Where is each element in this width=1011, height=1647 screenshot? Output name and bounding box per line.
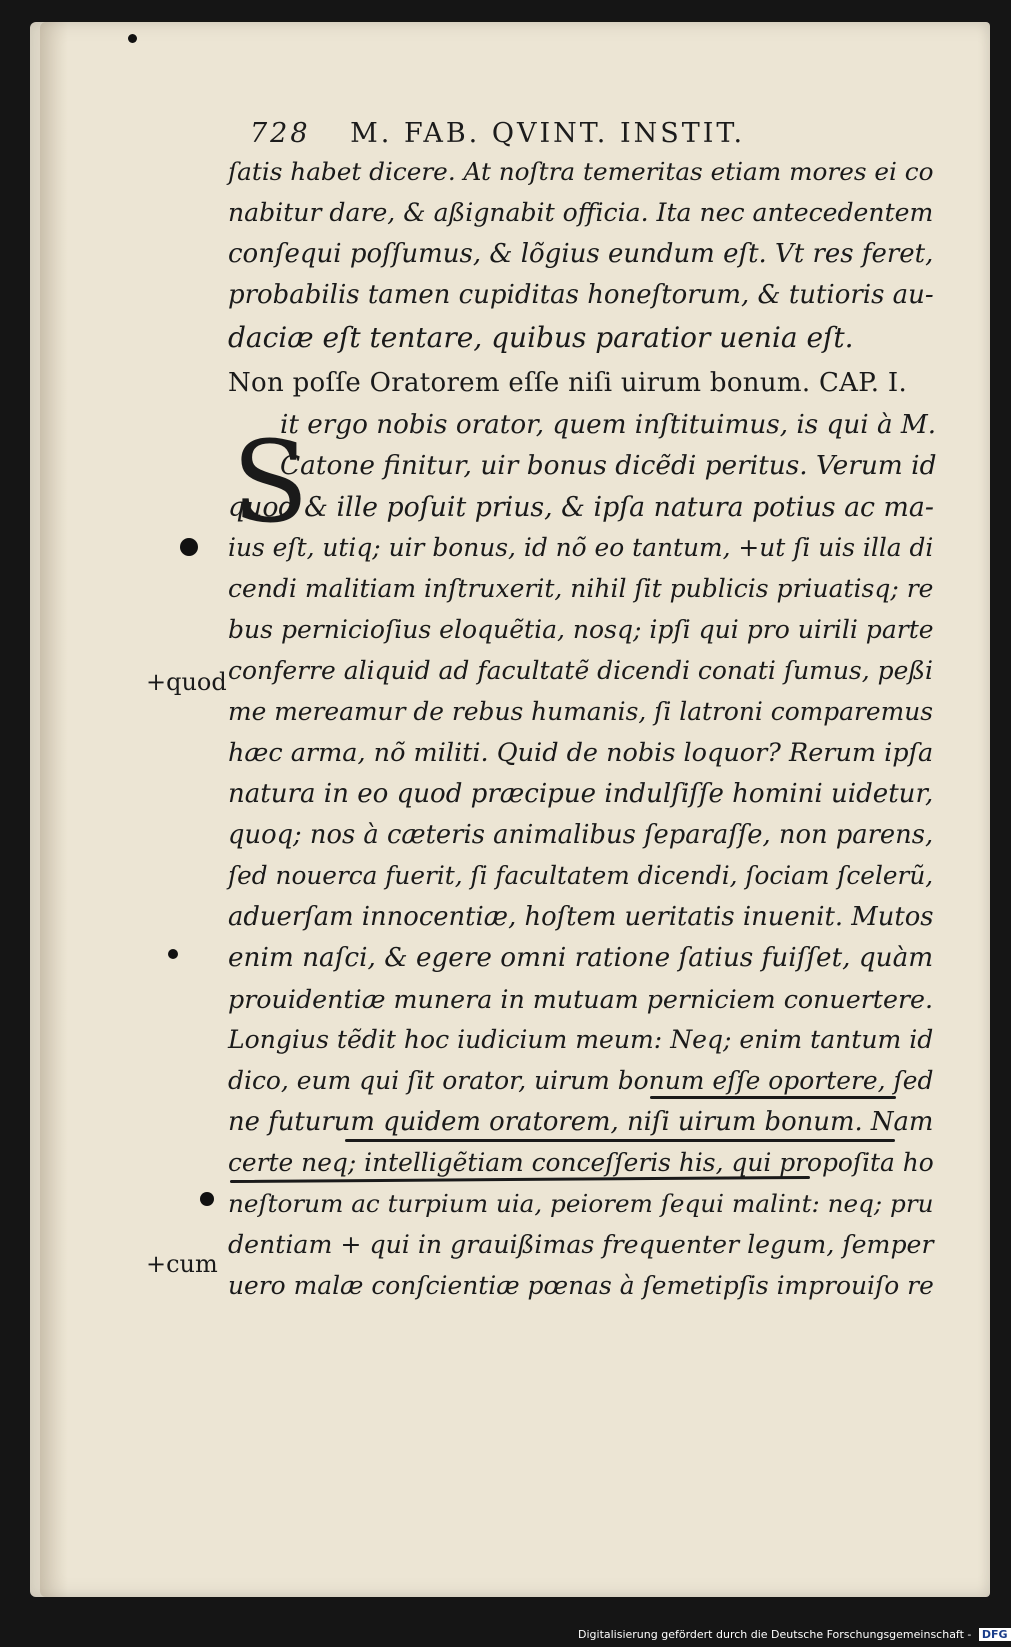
text-line: enim naſci, & egere omni ratione ſatius fuiſſet, quàm bbox=[228, 943, 934, 973]
text-line: conferre aliquid ad facultatẽ dicendi conati ſumus, peßi bbox=[228, 656, 934, 685]
dfg-logo: DFG bbox=[979, 1628, 1011, 1641]
text-line: ſatis habet dicere. At noſtra temeritas etiam mores ei co bbox=[228, 157, 934, 186]
text-line: probabilis tamen cupiditas honeſtorum, & tutioris au- bbox=[228, 280, 934, 310]
ink-spot bbox=[180, 538, 198, 556]
drop-cap-initial: S bbox=[232, 418, 309, 548]
margin-note: +cum bbox=[146, 1250, 218, 1278]
ink-underline bbox=[345, 1139, 895, 1142]
text-line: dentiam + qui in grauißimas frequenter legum, ſemper bbox=[228, 1230, 934, 1259]
page-number: 728 bbox=[250, 118, 311, 149]
running-title: M. FAB. QVINT. INSTIT. bbox=[350, 118, 746, 149]
text-line: Catone finitur, uir bonus dicẽdi peritus. Verum id bbox=[280, 451, 937, 481]
text-line: nabitur dare, & aßignabit officia. Ita nec antecedentem bbox=[228, 198, 934, 227]
text-line: hæc arma, nõ militi. Quid de nobis loquor? Rerum ipſa bbox=[228, 738, 934, 768]
text-line: quod & ille poſuit prius, & ipſa natura potius ac ma- bbox=[228, 492, 934, 523]
text-line: certe neq; intelligẽtiam conceſſeris his, qui propoſita ho bbox=[228, 1148, 934, 1177]
footer-credit bbox=[578, 1628, 1011, 1641]
text-line: daciæ eſt tentare, quibus paratior uenia eſt. bbox=[228, 321, 854, 354]
running-header bbox=[250, 118, 890, 149]
ink-spot bbox=[128, 34, 137, 43]
footer-text: Digitalisierung gefördert durch die Deutsche Forschungsgemeinschaft - bbox=[578, 1628, 972, 1641]
text-line: conſequi poſſumus, & lõgius eundum eſt. Vt res feret, bbox=[228, 239, 934, 269]
text-line: me mereamur de rebus humanis, ſi latroni comparemus bbox=[228, 697, 934, 726]
ink-spot bbox=[168, 949, 178, 959]
text-line: bus pernicioſius eloquẽtia, nosq; ipſi qui pro uirili parte bbox=[228, 615, 934, 644]
text-line: aduerſam innocentiæ, hoſtem ueritatis inuenit. Mutos bbox=[228, 902, 934, 932]
text-line: ius eſt, utiq; uir bonus, id nõ eo tantum, +ut ſi uis illa di bbox=[228, 533, 934, 562]
chapter-heading: Non poſſe Oratorem eſſe niſi uirum bonum. CAP. I. bbox=[228, 368, 908, 398]
ink-underline bbox=[650, 1096, 896, 1099]
text-line: ſed nouerca fuerit, ſi facultatem dicendi, ſociam ſcelerũ, bbox=[228, 861, 934, 890]
text-line: natura in eo quod præcipue indulſiſſe homini uidetur, bbox=[228, 779, 934, 809]
text-line: uero malæ conſcientiæ pœnas à ſemetipſis improuiſo re bbox=[228, 1271, 934, 1300]
text-line: neſtorum ac turpium uia, peiorem ſequi malint: neq; pru bbox=[228, 1189, 934, 1218]
page-binding-shadow bbox=[40, 22, 68, 1597]
text-line: ne futurum quidem oratorem, niſi uirum bonum. Nam bbox=[228, 1107, 934, 1137]
ink-spot bbox=[200, 1192, 214, 1206]
margin-note: +quod bbox=[146, 668, 227, 696]
text-line: it ergo nobis orator, quem inſtituimus, is qui à M. bbox=[280, 410, 937, 440]
text-line: dico, eum qui ſit orator, uirum bonum eſſe oportere, ſed bbox=[228, 1066, 934, 1095]
text-line: Longius tẽdit hoc iudicium meum: Neq; enim tantum id bbox=[228, 1025, 934, 1054]
text-line: cendi malitiam inſtruxerit, nihil ſit publicis priuatisq; re bbox=[228, 574, 934, 603]
text-line: quoq; nos à cæteris animalibus ſeparaſſe, non parens, bbox=[228, 820, 934, 850]
text-line: prouidentiæ munera in mutuam perniciem conuertere. bbox=[228, 984, 934, 1014]
